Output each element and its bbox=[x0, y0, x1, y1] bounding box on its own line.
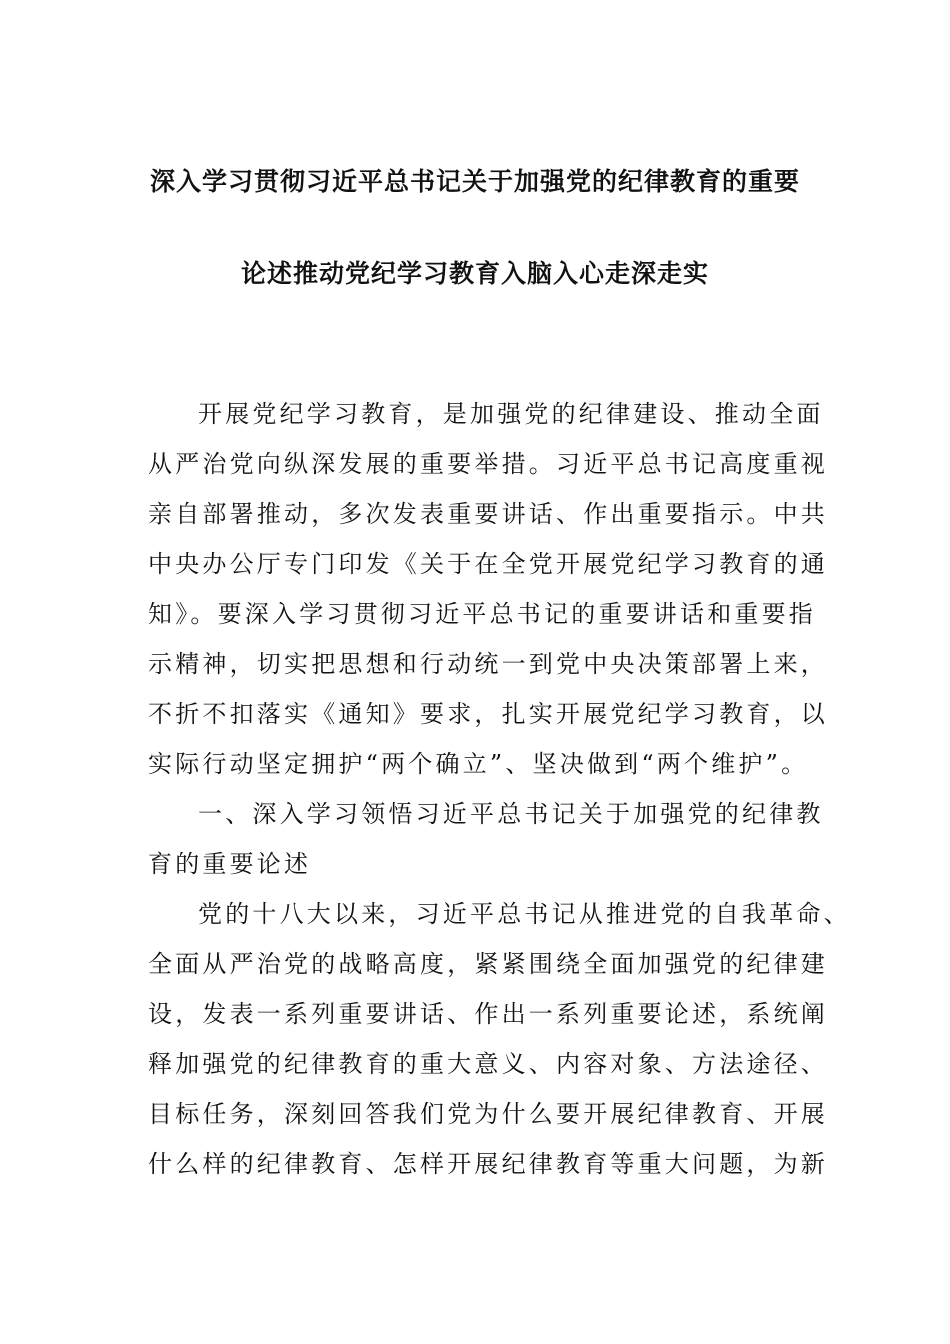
paragraph-2-line-4: 释加强党的纪律教育的重大意义、内容对象、方法途径、 bbox=[148, 1050, 828, 1078]
paragraph-1-line-7: 不折不扣落实《通知》要求，扎实开展党纪学习教育，以 bbox=[148, 700, 828, 728]
paragraph-1-line-3: 亲自部署推动，多次发表重要讲话、作出重要指示。中共 bbox=[148, 500, 828, 528]
paragraph-2-line-1: 党的十八大以来，习近平总书记从推进党的自我革命、 bbox=[198, 900, 851, 928]
paragraph-1-line-8: 实际行动坚定拥护“两个确立”、坚决做到“两个维护”。 bbox=[148, 750, 809, 778]
paragraph-1-line-6: 示精神，切实把思想和行动统一到党中央决策部署上来， bbox=[148, 650, 828, 678]
paragraph-1-line-1: 开展党纪学习教育，是加强党的纪律建设、推动全面 bbox=[198, 400, 824, 428]
section-heading-line-2: 育的重要论述 bbox=[148, 850, 312, 878]
document-title-line-2: 论述推动党纪学习教育入脑入心走深走实 bbox=[240, 259, 709, 288]
paragraph-2-line-2: 全面从严治党的战略高度，紧紧围绕全面加强党的纪律建 bbox=[148, 950, 828, 978]
paragraph-2-line-6: 什么样的纪律教育、怎样开展纪律教育等重大问题，为新 bbox=[148, 1150, 828, 1178]
paragraph-2-line-3: 设，发表一系列重要讲话、作出一系列重要论述，系统阐 bbox=[148, 1000, 828, 1028]
paragraph-2-line-5: 目标任务，深刻回答我们党为什么要开展纪律教育、开展 bbox=[148, 1100, 828, 1128]
section-heading-line-1: 一、深入学习领悟习近平总书记关于加强党的纪律教 bbox=[198, 800, 824, 828]
document-body bbox=[148, 396, 851, 1196]
paragraph-1-line-5: 知》。要深入学习贯彻习近平总书记的重要讲话和重要指 bbox=[148, 600, 816, 628]
document-title-line-1: 深入学习贯彻习近平总书记关于加强党的纪律教育的重要 bbox=[149, 167, 800, 196]
paragraph-1-line-4: 中央办公厅专门印发《关于在全党开展党纪学习教育的通 bbox=[148, 550, 828, 578]
paragraph-1-line-2: 从严治党向纵深发展的重要举措。习近平总书记高度重视 bbox=[148, 450, 828, 478]
